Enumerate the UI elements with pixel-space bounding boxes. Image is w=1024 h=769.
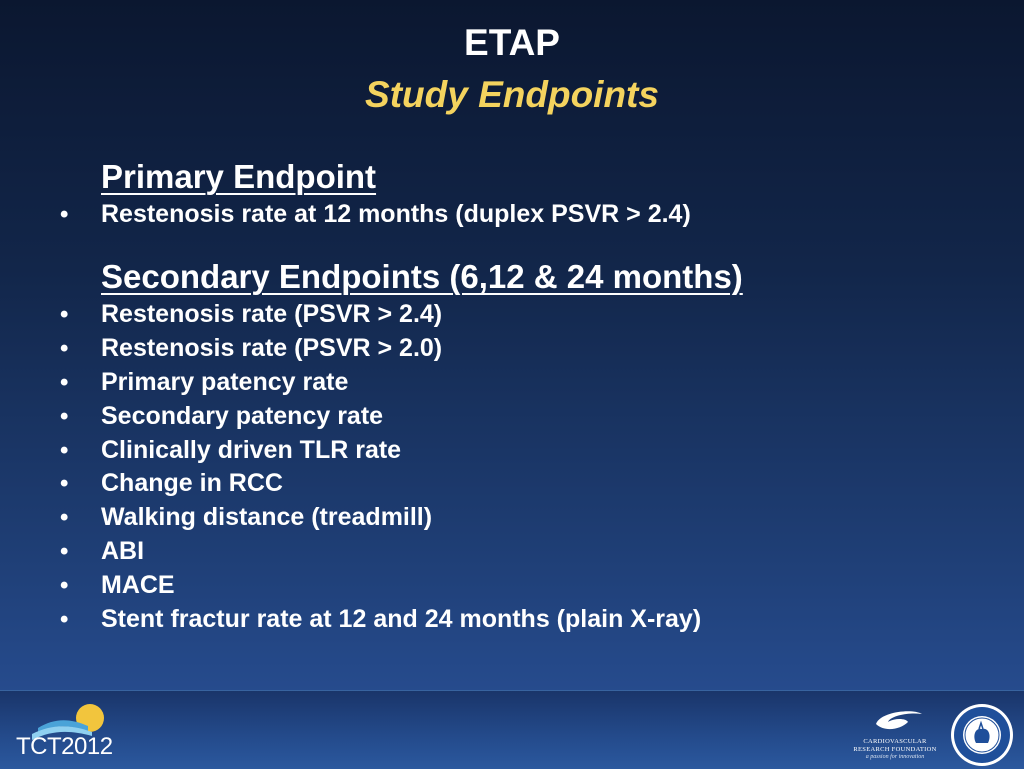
crf-tagline: a passion for innovation bbox=[865, 754, 925, 760]
bullet-icon: • bbox=[60, 504, 69, 532]
list-item-text: MACE bbox=[101, 571, 175, 600]
list-item-text: Restenosis rate at 12 months (duplex PSVR > 2.4) bbox=[101, 200, 691, 228]
bullet-icon: • bbox=[60, 606, 69, 634]
bullet-icon: • bbox=[60, 572, 69, 600]
title-block bbox=[0, 20, 1024, 118]
list-item-text: Primary patency rate bbox=[101, 367, 349, 396]
bullet-icon: • bbox=[60, 470, 69, 498]
bullet-icon: • bbox=[60, 368, 69, 396]
list-item bbox=[60, 332, 990, 366]
bullet-icon: • bbox=[60, 436, 69, 464]
tct2012-logo-text: TCT2012 bbox=[16, 733, 113, 760]
crf-name: CARDIOVASCULAR RESEARCH FOUNDATION bbox=[853, 738, 937, 753]
bullet-icon: • bbox=[60, 538, 69, 566]
list-item-text: Change in RCC bbox=[101, 469, 283, 498]
list-item bbox=[60, 366, 990, 400]
list-item-text: ABI bbox=[101, 537, 145, 566]
secondary-endpoints-heading: Secondary Endpoints (6,12 & 24 months) bbox=[101, 257, 743, 295]
slide-title: ETAP bbox=[464, 22, 560, 63]
bullet-icon: • bbox=[60, 300, 69, 328]
list-item bbox=[60, 434, 990, 468]
bullet-icon: • bbox=[60, 334, 69, 362]
list-item bbox=[60, 501, 990, 535]
secondary-endpoints-list bbox=[60, 298, 990, 637]
primary-endpoint-list bbox=[60, 198, 990, 232]
slide-content bbox=[60, 156, 990, 637]
list-item-text: Restenosis rate (PSVR > 2.0) bbox=[101, 333, 443, 362]
list-item bbox=[60, 198, 990, 232]
bullet-icon: • bbox=[60, 201, 69, 228]
list-item bbox=[60, 569, 990, 603]
bullet-icon: • bbox=[60, 402, 69, 430]
list-item bbox=[60, 467, 990, 501]
list-item-text: Clinically driven TLR rate bbox=[101, 435, 402, 464]
list-item bbox=[60, 535, 990, 569]
slide-subtitle: Study Endpoints bbox=[365, 74, 659, 115]
primary-endpoint-heading: Primary Endpoint bbox=[101, 158, 377, 195]
list-item bbox=[60, 400, 990, 434]
acc-seal-icon bbox=[950, 703, 1014, 767]
list-item-text: Secondary patency rate bbox=[101, 401, 384, 430]
crf-swirl-icon bbox=[850, 706, 940, 736]
list-item-text: Stent fractur rate at 12 and 24 months (plain X-ray) bbox=[101, 605, 702, 634]
crf-logo bbox=[850, 706, 940, 764]
list-item bbox=[60, 603, 990, 637]
list-item-text: Restenosis rate (PSVR > 2.4) bbox=[101, 299, 443, 328]
list-item bbox=[60, 298, 990, 332]
list-item-text: Walking distance (treadmill) bbox=[101, 503, 433, 532]
